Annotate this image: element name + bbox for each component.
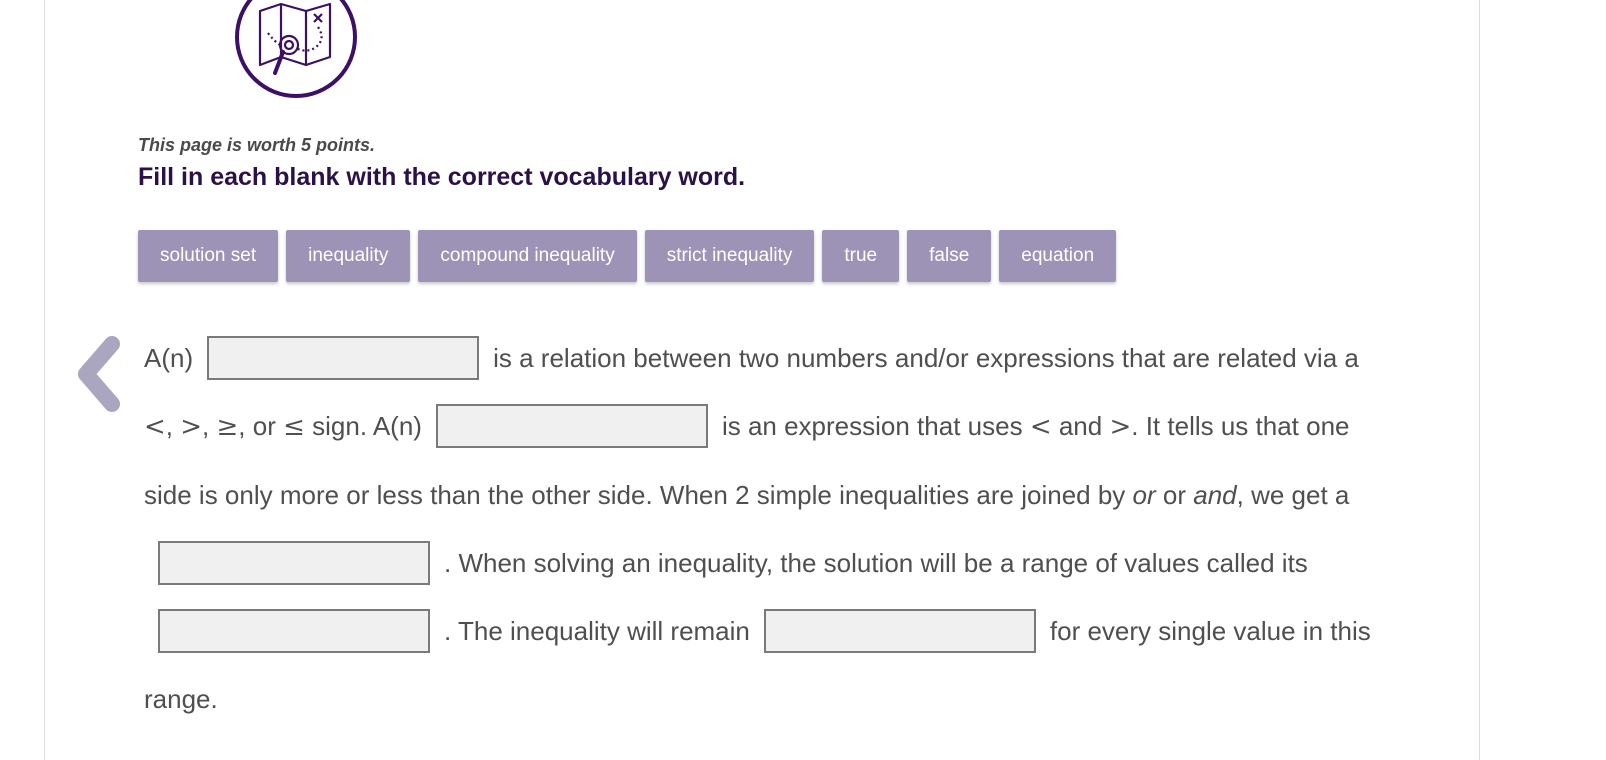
word-bank [138, 230, 1116, 282]
word-chip-false[interactable]: false [907, 230, 991, 282]
less-than-symbol: < [144, 412, 166, 442]
passage-text: A(n) [144, 343, 194, 373]
blank-1-drop-zone[interactable] [207, 336, 479, 380]
chevron-left-icon[interactable] [76, 336, 122, 412]
word-chip-compound-inequality[interactable]: compound inequality [418, 230, 636, 282]
passage-text: , we get a [1236, 480, 1350, 510]
passage-text: . When solving an inequality, the solution will be a range of values called its [444, 548, 1308, 578]
instruction-heading: Fill in each blank with the correct vocabulary word. [138, 163, 746, 191]
italic-or: or [1132, 480, 1156, 510]
greater-equal-symbol: ≥ [216, 412, 239, 442]
less-equal-symbol: ≤ [283, 412, 305, 442]
passage-text: sign. A(n) [312, 411, 422, 441]
passage-text: is an expression that uses [721, 411, 1023, 441]
passage-text: and [1058, 411, 1103, 441]
blank-3-drop-zone[interactable] [158, 541, 430, 585]
blank-5-drop-zone[interactable] [764, 609, 1036, 653]
greater-than-symbol: > [1109, 412, 1132, 442]
word-chip-strict-inequality[interactable]: strict inequality [645, 230, 815, 282]
fill-in-passage: A(n) is a relation between two numbers and/or expressions that are related via a <, >, ≥, or ≤ sign. A(n) is an expression that uses < and >. It tells us that one side is only more or less than the other side. When 2 simple inequalities are joined by or or and, we get a. When solving an inequality, the solution will be a range of values called its. The inequality will remain for every single value in this range. [144, 324, 1374, 733]
points-note: This page is worth 5 points. [138, 135, 376, 155]
word-chip-inequality[interactable]: inequality [286, 230, 410, 282]
blank-4-drop-zone[interactable] [158, 609, 430, 653]
word-chip-solution-set[interactable]: solution set [138, 230, 278, 282]
passage-text: . It tells us that one side is only more or less than the other side. When 2 simple inequalities are joined by [144, 411, 1350, 510]
less-than-symbol: < [1029, 412, 1052, 442]
word-chip-equation[interactable]: equation [999, 230, 1116, 282]
italic-and: and [1193, 480, 1237, 510]
blank-2-drop-zone[interactable] [436, 404, 708, 448]
passage-text: for every single value in this range. [144, 616, 1371, 714]
word-chip-true[interactable]: true [822, 230, 899, 282]
passage-text: or [1162, 480, 1187, 510]
greater-than-symbol: > [180, 412, 203, 442]
passage-text: . The inequality will remain [444, 616, 750, 646]
passage-text: is a relation between two numbers and/or expressions that are related via a [493, 343, 1359, 373]
treasure-map-magnifier-icon [234, 0, 358, 99]
